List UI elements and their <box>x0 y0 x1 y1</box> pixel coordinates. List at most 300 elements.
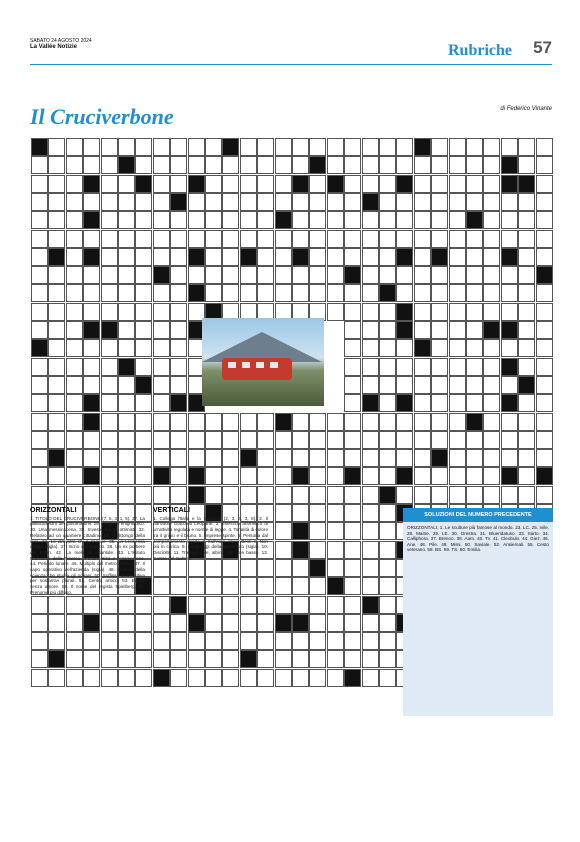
grid-black-cell <box>48 248 65 266</box>
grid-cell <box>379 339 396 357</box>
grid-cell <box>170 358 187 376</box>
grid-black-cell <box>83 175 100 193</box>
grid-cell <box>344 394 361 412</box>
grid-cell <box>449 376 466 394</box>
grid-cell <box>518 248 535 266</box>
grid-cell <box>344 650 361 668</box>
grid-cell <box>292 632 309 650</box>
grid-cell <box>153 339 170 357</box>
grid-cell <box>518 394 535 412</box>
grid-black-cell <box>170 394 187 412</box>
grid-cell <box>170 321 187 339</box>
solutions-heading: SOLUZIONI DEL NUMERO PRECEDENTE <box>403 508 553 522</box>
grid-black-cell <box>188 248 205 266</box>
grid-cell <box>379 303 396 321</box>
grid-black-cell <box>379 486 396 504</box>
grid-cell <box>275 650 292 668</box>
grid-cell <box>83 266 100 284</box>
grid-cell <box>379 321 396 339</box>
grid-cell <box>101 431 118 449</box>
grid-cell <box>275 431 292 449</box>
grid-cell <box>31 358 48 376</box>
grid-cell <box>170 156 187 174</box>
grid-cell <box>483 358 500 376</box>
grid-cell <box>257 156 274 174</box>
grid-cell <box>309 449 326 467</box>
grid-cell <box>153 321 170 339</box>
grid-cell <box>292 138 309 156</box>
grid-cell <box>240 175 257 193</box>
grid-cell <box>449 321 466 339</box>
grid-cell <box>431 303 448 321</box>
grid-cell <box>362 248 379 266</box>
section-title: Rubriche <box>448 42 512 59</box>
grid-cell <box>431 358 448 376</box>
grid-cell <box>449 284 466 302</box>
grid-cell <box>518 284 535 302</box>
grid-cell <box>48 321 65 339</box>
grid-cell <box>379 504 396 522</box>
grid-cell <box>31 376 48 394</box>
grid-cell <box>275 596 292 614</box>
grid-black-cell <box>188 284 205 302</box>
page-number: 57 <box>533 38 552 57</box>
grid-cell <box>362 522 379 540</box>
grid-cell <box>466 230 483 248</box>
grid-cell <box>466 394 483 412</box>
grid-cell <box>275 577 292 595</box>
grid-cell <box>362 156 379 174</box>
grid-cell <box>222 449 239 467</box>
grid-black-cell <box>501 156 518 174</box>
grid-cell <box>135 211 152 229</box>
grid-cell <box>118 394 135 412</box>
grid-cell <box>101 138 118 156</box>
clues-orizzontali <box>30 508 145 798</box>
grid-cell <box>362 559 379 577</box>
grid-cell <box>309 504 326 522</box>
grid-cell <box>518 266 535 284</box>
grid-cell <box>48 376 65 394</box>
grid-cell <box>275 559 292 577</box>
grid-cell <box>344 156 361 174</box>
grid-cell <box>362 669 379 687</box>
grid-cell <box>362 266 379 284</box>
grid-cell <box>48 266 65 284</box>
grid-black-cell <box>518 376 535 394</box>
grid-cell <box>101 248 118 266</box>
grid-cell <box>379 431 396 449</box>
grid-cell <box>396 138 413 156</box>
grid-cell <box>518 156 535 174</box>
grid-cell <box>449 394 466 412</box>
grid-cell <box>257 248 274 266</box>
grid-cell <box>414 303 431 321</box>
grid-cell <box>153 211 170 229</box>
grid-cell <box>449 413 466 431</box>
grid-cell <box>83 230 100 248</box>
grid-cell <box>449 303 466 321</box>
grid-cell <box>257 175 274 193</box>
grid-cell <box>536 449 553 467</box>
grid-cell <box>257 230 274 248</box>
grid-cell <box>449 211 466 229</box>
grid-cell <box>48 431 65 449</box>
grid-cell <box>414 449 431 467</box>
grid-cell <box>483 266 500 284</box>
grid-cell <box>379 156 396 174</box>
grid-cell <box>135 467 152 485</box>
grid-cell <box>170 266 187 284</box>
grid-cell <box>118 467 135 485</box>
byline: di Federico Vinante <box>500 106 552 112</box>
grid-cell <box>362 486 379 504</box>
grid-black-cell <box>292 467 309 485</box>
grid-black-cell <box>153 467 170 485</box>
grid-cell <box>309 486 326 504</box>
grid-cell <box>135 230 152 248</box>
verticali-heading: VERTICALI <box>153 507 190 514</box>
grid-cell <box>48 303 65 321</box>
grid-cell <box>396 486 413 504</box>
grid-black-cell <box>275 211 292 229</box>
grid-cell <box>449 467 466 485</box>
grid-cell <box>292 431 309 449</box>
grid-cell <box>501 138 518 156</box>
grid-black-cell <box>396 303 413 321</box>
grid-cell <box>396 266 413 284</box>
grid-cell <box>344 522 361 540</box>
grid-black-cell <box>135 376 152 394</box>
grid-cell <box>48 193 65 211</box>
grid-cell <box>431 156 448 174</box>
grid-cell <box>292 577 309 595</box>
grid-cell <box>466 284 483 302</box>
grid-cell <box>118 321 135 339</box>
grid-cell <box>222 467 239 485</box>
grid-black-cell <box>501 321 518 339</box>
grid-cell <box>309 614 326 632</box>
grid-cell <box>118 449 135 467</box>
grid-cell <box>205 486 222 504</box>
grid-cell <box>275 248 292 266</box>
grid-cell <box>344 431 361 449</box>
grid-cell <box>240 211 257 229</box>
grid-cell <box>275 632 292 650</box>
grid-cell <box>483 138 500 156</box>
grid-cell <box>31 321 48 339</box>
grid-cell <box>414 358 431 376</box>
grid-cell <box>483 248 500 266</box>
grid-cell <box>327 559 344 577</box>
grid-cell <box>501 303 518 321</box>
grid-cell <box>344 614 361 632</box>
grid-cell <box>344 284 361 302</box>
grid-cell <box>379 632 396 650</box>
grid-cell <box>118 431 135 449</box>
grid-cell <box>518 358 535 376</box>
grid-cell <box>327 138 344 156</box>
grid-cell <box>118 230 135 248</box>
grid-black-cell <box>153 266 170 284</box>
grid-black-cell <box>501 175 518 193</box>
grid-cell <box>327 632 344 650</box>
grid-cell <box>275 230 292 248</box>
grid-cell <box>31 486 48 504</box>
grid-black-cell <box>414 339 431 357</box>
grid-cell <box>414 413 431 431</box>
grid-cell <box>66 321 83 339</box>
grid-cell <box>414 193 431 211</box>
grid-cell <box>431 394 448 412</box>
grid-cell <box>536 230 553 248</box>
grid-cell <box>118 376 135 394</box>
grid-cell <box>483 486 500 504</box>
grid-cell <box>170 230 187 248</box>
grid-cell <box>153 248 170 266</box>
grid-cell <box>188 431 205 449</box>
grid-cell <box>205 449 222 467</box>
orizzontali-text: 1. TITOLO DEL CRUCIVERBONE (7, 5, 3, 1, 5). 27. La pallacanestro dei giovanissimi. 29. Un gioco enigmistico. 30. Una messinscena. 31. Investe dei gli ottimisti. 32. Relativo ad un quartiere cittadino. 33. Il dittongo della spia. 34. Lo dimostra chi è sagace. 35. La Leonessa d'Italia (sigla). 37. Inizio dell'inverno. 38. Un ex portiere del Milan. 42. La mela di Atlantide. 43. L'Istituto Nazionale della Ricerca in Informatica e Automazione. 44. Periodo lunare. 46. Multiplo del metro (abbr.). 47. Il capo operativo dell'azienda (sigla). 48. Branca della scienza che studia gli oceani. 50. Suffissa accrescitiva per sostantivi plurali. 51. Centro antico. 53. Erinne senza amore. 55. Il nome del regista Spielberg. 57. Prenome più diffuso. <box>30 515 145 595</box>
grid-cell <box>188 413 205 431</box>
grid-cell <box>379 230 396 248</box>
grid-cell <box>344 138 361 156</box>
grid-cell <box>309 431 326 449</box>
grid-cell <box>170 138 187 156</box>
grid-black-cell <box>414 138 431 156</box>
grid-black-cell <box>431 449 448 467</box>
grid-cell <box>309 248 326 266</box>
grid-cell <box>135 284 152 302</box>
grid-black-cell <box>483 321 500 339</box>
grid-black-cell <box>344 669 361 687</box>
solutions-text: ORIZZONTALI: 1. Le sculture più famose al mondo. 23. LC. 25. Ivile. 28. Maitre. 29. LE. 30. Orestra. 31. Blueridatuso. 33. Sarto. 34. Calliphora. 37. Brenno. 38. Aarn. 40. Tv. 41. Cleobulo. 44. Giez. 46. Ane. 48. Pile. 49. Mimi. 50. Saviale. 52. Ansiemali. 55. Cesto veterano. 58. BS. 59. TS. 60. Emilia. <box>407 525 549 553</box>
grid-black-cell <box>396 175 413 193</box>
grid-cell <box>257 138 274 156</box>
grid-cell <box>309 522 326 540</box>
grid-cell <box>501 230 518 248</box>
grid-cell <box>466 138 483 156</box>
grid-cell <box>31 230 48 248</box>
grid-cell <box>292 211 309 229</box>
grid-cell <box>431 284 448 302</box>
grid-cell <box>118 138 135 156</box>
train-window <box>228 362 236 368</box>
grid-cell <box>379 413 396 431</box>
grid-cell <box>449 266 466 284</box>
grid-cell <box>379 193 396 211</box>
grid-cell <box>414 321 431 339</box>
grid-cell <box>240 266 257 284</box>
grid-cell <box>101 467 118 485</box>
grid-cell <box>344 577 361 595</box>
grid-cell <box>327 156 344 174</box>
grid-cell <box>536 376 553 394</box>
grid-cell <box>309 138 326 156</box>
grid-cell <box>257 266 274 284</box>
grid-cell <box>292 266 309 284</box>
grid-cell <box>188 230 205 248</box>
grid-black-cell <box>240 449 257 467</box>
grid-cell <box>414 230 431 248</box>
grid-cell <box>48 175 65 193</box>
grid-cell <box>292 156 309 174</box>
grid-cell <box>170 284 187 302</box>
grid-cell <box>518 211 535 229</box>
grid-cell <box>275 522 292 540</box>
grid-cell <box>153 358 170 376</box>
grid-cell <box>536 413 553 431</box>
grid-cell <box>240 230 257 248</box>
grid-cell <box>48 358 65 376</box>
grid-cell <box>466 193 483 211</box>
grid-cell <box>66 156 83 174</box>
grid-cell <box>327 431 344 449</box>
grid-cell <box>292 669 309 687</box>
grid-cell <box>362 175 379 193</box>
grid-cell <box>327 266 344 284</box>
grid-cell <box>379 559 396 577</box>
grid-cell <box>222 175 239 193</box>
grid-cell <box>240 486 257 504</box>
grid-black-cell <box>362 193 379 211</box>
grid-cell <box>449 431 466 449</box>
grid-cell <box>257 431 274 449</box>
grid-cell <box>31 284 48 302</box>
grid-cell <box>309 650 326 668</box>
grid-cell <box>188 138 205 156</box>
train-photo <box>202 318 324 406</box>
grid-cell <box>292 413 309 431</box>
grid-cell <box>188 156 205 174</box>
grid-cell <box>153 376 170 394</box>
train-window <box>242 362 250 368</box>
grid-cell <box>414 156 431 174</box>
grid-cell <box>483 449 500 467</box>
grid-cell <box>83 486 100 504</box>
grid-cell <box>362 230 379 248</box>
grid-cell <box>327 522 344 540</box>
grid-cell <box>31 248 48 266</box>
grid-cell <box>449 358 466 376</box>
grid-cell <box>48 138 65 156</box>
grid-cell <box>188 266 205 284</box>
grid-black-cell <box>275 413 292 431</box>
grid-cell <box>170 376 187 394</box>
grid-cell <box>431 339 448 357</box>
grid-cell <box>449 339 466 357</box>
grid-cell <box>362 321 379 339</box>
grid-cell <box>309 284 326 302</box>
grid-cell <box>449 248 466 266</box>
grid-cell <box>327 669 344 687</box>
grid-black-cell <box>275 614 292 632</box>
grid-cell <box>101 175 118 193</box>
grid-cell <box>83 358 100 376</box>
grid-cell <box>483 413 500 431</box>
grid-cell <box>536 193 553 211</box>
grid-cell <box>309 413 326 431</box>
grid-cell <box>431 138 448 156</box>
grid-cell <box>66 193 83 211</box>
grid-cell <box>135 486 152 504</box>
grid-black-cell <box>83 248 100 266</box>
grid-cell <box>327 211 344 229</box>
grid-cell <box>153 431 170 449</box>
grid-cell <box>292 193 309 211</box>
grid-cell <box>327 248 344 266</box>
grid-cell <box>170 175 187 193</box>
grid-cell <box>309 175 326 193</box>
grid-cell <box>518 449 535 467</box>
grid-cell <box>344 413 361 431</box>
grid-cell <box>66 376 83 394</box>
grid-cell <box>66 266 83 284</box>
grid-cell <box>344 449 361 467</box>
grid-cell <box>379 577 396 595</box>
grid-cell <box>66 449 83 467</box>
grid-black-cell <box>362 596 379 614</box>
grid-cell <box>344 339 361 357</box>
grid-cell <box>118 284 135 302</box>
grid-cell <box>135 266 152 284</box>
grid-cell <box>240 193 257 211</box>
grid-cell <box>501 376 518 394</box>
grid-cell <box>327 413 344 431</box>
grid-cell <box>83 138 100 156</box>
grid-cell <box>362 339 379 357</box>
grid-cell <box>170 449 187 467</box>
grid-cell <box>135 193 152 211</box>
grid-cell <box>344 175 361 193</box>
grid-cell <box>396 193 413 211</box>
grid-black-cell <box>292 248 309 266</box>
grid-cell <box>275 486 292 504</box>
grid-cell <box>257 486 274 504</box>
grid-black-cell <box>31 339 48 357</box>
grid-cell <box>135 358 152 376</box>
grid-cell <box>222 413 239 431</box>
grid-cell <box>431 413 448 431</box>
grid-black-cell <box>518 175 535 193</box>
grid-cell <box>153 284 170 302</box>
grid-cell <box>292 559 309 577</box>
grid-cell <box>135 138 152 156</box>
grid-cell <box>483 431 500 449</box>
grid-cell <box>536 211 553 229</box>
grid-cell <box>536 248 553 266</box>
grid-cell <box>275 266 292 284</box>
grid-cell <box>205 211 222 229</box>
grid-cell <box>309 467 326 485</box>
grid-black-cell <box>431 248 448 266</box>
grid-cell <box>536 175 553 193</box>
grid-cell <box>31 175 48 193</box>
grid-cell <box>205 156 222 174</box>
grid-cell <box>449 449 466 467</box>
grid-cell <box>101 358 118 376</box>
grid-cell <box>118 266 135 284</box>
grid-cell <box>292 650 309 668</box>
grid-black-cell <box>83 394 100 412</box>
grid-black-cell <box>396 321 413 339</box>
grid-black-cell <box>327 175 344 193</box>
grid-black-cell <box>101 321 118 339</box>
grid-cell <box>309 541 326 559</box>
grid-cell <box>431 193 448 211</box>
grid-cell <box>431 486 448 504</box>
grid-cell <box>327 303 344 321</box>
